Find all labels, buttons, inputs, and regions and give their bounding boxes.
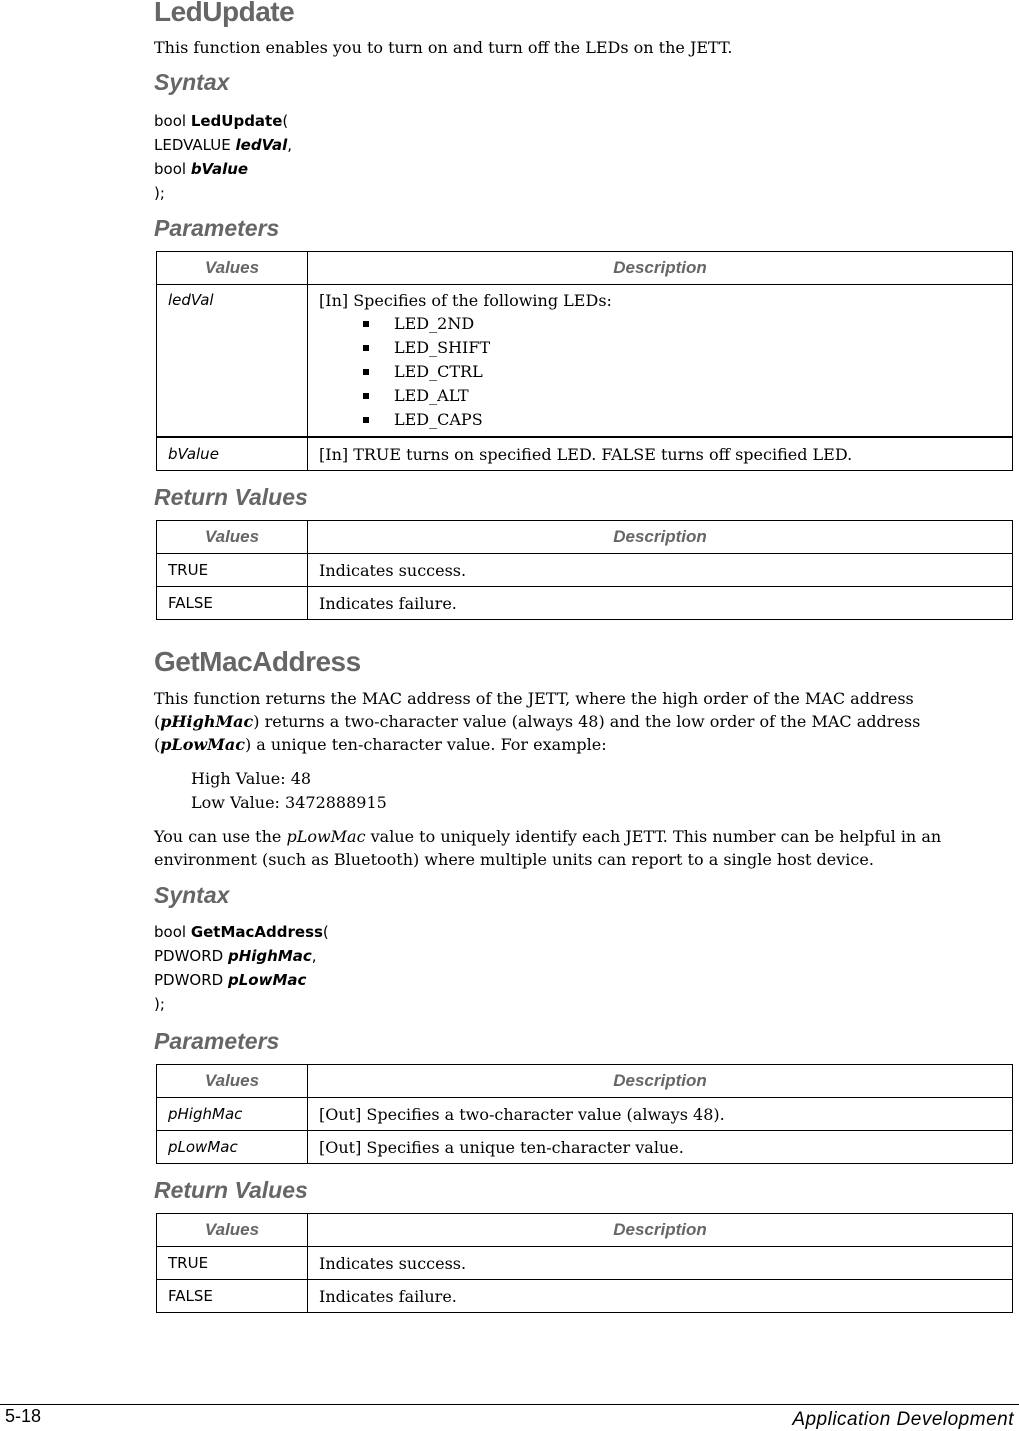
table-header-row <box>157 521 1013 554</box>
param-value: pHighMac <box>157 1098 308 1131</box>
param-name: pLowMac <box>227 971 307 989</box>
column-header-values: Values <box>157 252 308 285</box>
led-list <box>319 312 1012 432</box>
syntax-line: ); <box>154 184 165 202</box>
ledupdate-params-table <box>156 251 1013 471</box>
page-number: 5-18 <box>5 1406 42 1426</box>
param-value: pLowMac <box>157 1131 308 1164</box>
column-header-values: Values <box>157 521 308 554</box>
param-description: [Out] Specifies a two-character value (always 48). <box>308 1098 1013 1131</box>
getmac-syntax-heading: Syntax <box>154 882 230 908</box>
table-row <box>157 587 1013 620</box>
return-description: Indicates failure. <box>308 1280 1013 1313</box>
column-header-description: Description <box>308 252 1013 285</box>
term-plowmac: pLowMac <box>160 735 245 754</box>
getmac-params-heading: Parameters <box>154 1028 280 1054</box>
getmac-syntax-block <box>154 920 329 1016</box>
column-header-values: Values <box>157 1065 308 1098</box>
return-description: Indicates failure. <box>308 587 1013 620</box>
table-header-row <box>157 1214 1013 1247</box>
column-header-description: Description <box>308 1065 1013 1098</box>
syntax-line: bool LedUpdate( <box>154 112 289 130</box>
example-low: Low Value: 3472888915 <box>191 793 387 812</box>
list-item: LED_2ND <box>319 312 1012 336</box>
param-value: ledVal <box>157 285 308 438</box>
return-value: FALSE <box>157 587 308 620</box>
syntax-line: bool GetMacAddress( <box>154 923 329 941</box>
function-name: GetMacAddress <box>190 923 323 941</box>
list-item: LED_SHIFT <box>319 336 1012 360</box>
term-plowmac: pLowMac <box>286 827 366 846</box>
syntax-line: PDWORD pLowMac <box>154 971 307 989</box>
param-name: pHighMac <box>227 947 312 965</box>
column-header-description: Description <box>308 1214 1013 1247</box>
list-item: LED_ALT <box>319 384 1012 408</box>
section-title-ledupdate: LedUpdate <box>154 0 295 27</box>
ledupdate-intro: This function enables you to turn on and turn off the LEDs on the JETT. <box>154 38 733 57</box>
ledupdate-returns-table <box>156 520 1013 620</box>
table-header-row <box>157 1065 1013 1098</box>
getmac-paragraph-2: You can use the pLowMac value to uniquely identify each JETT. This number can be helpful in an environment (such as Bluetooth) where multiple units can report to a single host device. <box>154 827 942 869</box>
return-value: FALSE <box>157 1280 308 1313</box>
syntax-line: PDWORD pHighMac, <box>154 947 317 965</box>
syntax-line: bool bValue <box>154 160 249 178</box>
table-row <box>157 554 1013 587</box>
ledupdate-returns-heading: Return Values <box>154 484 308 510</box>
table-row <box>157 437 1013 471</box>
getmac-returns-table <box>156 1213 1013 1313</box>
param-value: bValue <box>157 437 308 471</box>
getmac-paragraph-1: This function returns the MAC address of the JETT, where the high order of the MAC address (pHighMac) returns a two-character value (always 48) and the low order of the MAC address (pLowMac) a unique ten-character value. For example: <box>154 689 921 754</box>
footer-section-title: Application Development <box>792 1409 1014 1430</box>
list-item: LED_CAPS <box>319 408 1012 432</box>
footer-divider <box>0 1404 1019 1405</box>
table-row <box>157 1247 1013 1280</box>
getmac-example <box>191 767 387 815</box>
ledupdate-params-heading: Parameters <box>154 215 280 241</box>
example-high: High Value: 48 <box>191 769 312 788</box>
table-row <box>157 1098 1013 1131</box>
param-description: [Out] Specifies a unique ten-character value. <box>308 1131 1013 1164</box>
getmac-params-table <box>156 1064 1013 1164</box>
return-description: Indicates success. <box>308 1247 1013 1280</box>
list-item: LED_CTRL <box>319 360 1012 384</box>
table-row <box>157 285 1013 438</box>
syntax-line: ); <box>154 995 165 1013</box>
param-name: ledVal <box>235 136 288 154</box>
getmac-returns-heading: Return Values <box>154 1177 308 1203</box>
term-phighmac: pHighMac <box>160 712 254 731</box>
ledupdate-syntax-block <box>154 109 292 205</box>
column-header-values: Values <box>157 1214 308 1247</box>
table-row <box>157 1131 1013 1164</box>
function-name: LedUpdate <box>190 112 283 130</box>
ledupdate-syntax-heading: Syntax <box>154 69 230 95</box>
table-header-row <box>157 252 1013 285</box>
syntax-line: LEDVALUE ledVal, <box>154 136 293 154</box>
return-value: TRUE <box>157 1247 308 1280</box>
table-row <box>157 1280 1013 1313</box>
column-header-description: Description <box>308 521 1013 554</box>
return-value: TRUE <box>157 554 308 587</box>
return-description: Indicates success. <box>308 554 1013 587</box>
param-description: [In] Specifies of the following LEDs: LED_2ND LED_SHIFT LED_CTRL LED_ALT LED_CAPS <box>308 285 1013 438</box>
param-name: bValue <box>190 160 249 178</box>
param-description: [In] TRUE turns on specified LED. FALSE turns off specified LED. <box>308 437 1013 471</box>
section-title-getmacaddress: GetMacAddress <box>154 646 361 677</box>
